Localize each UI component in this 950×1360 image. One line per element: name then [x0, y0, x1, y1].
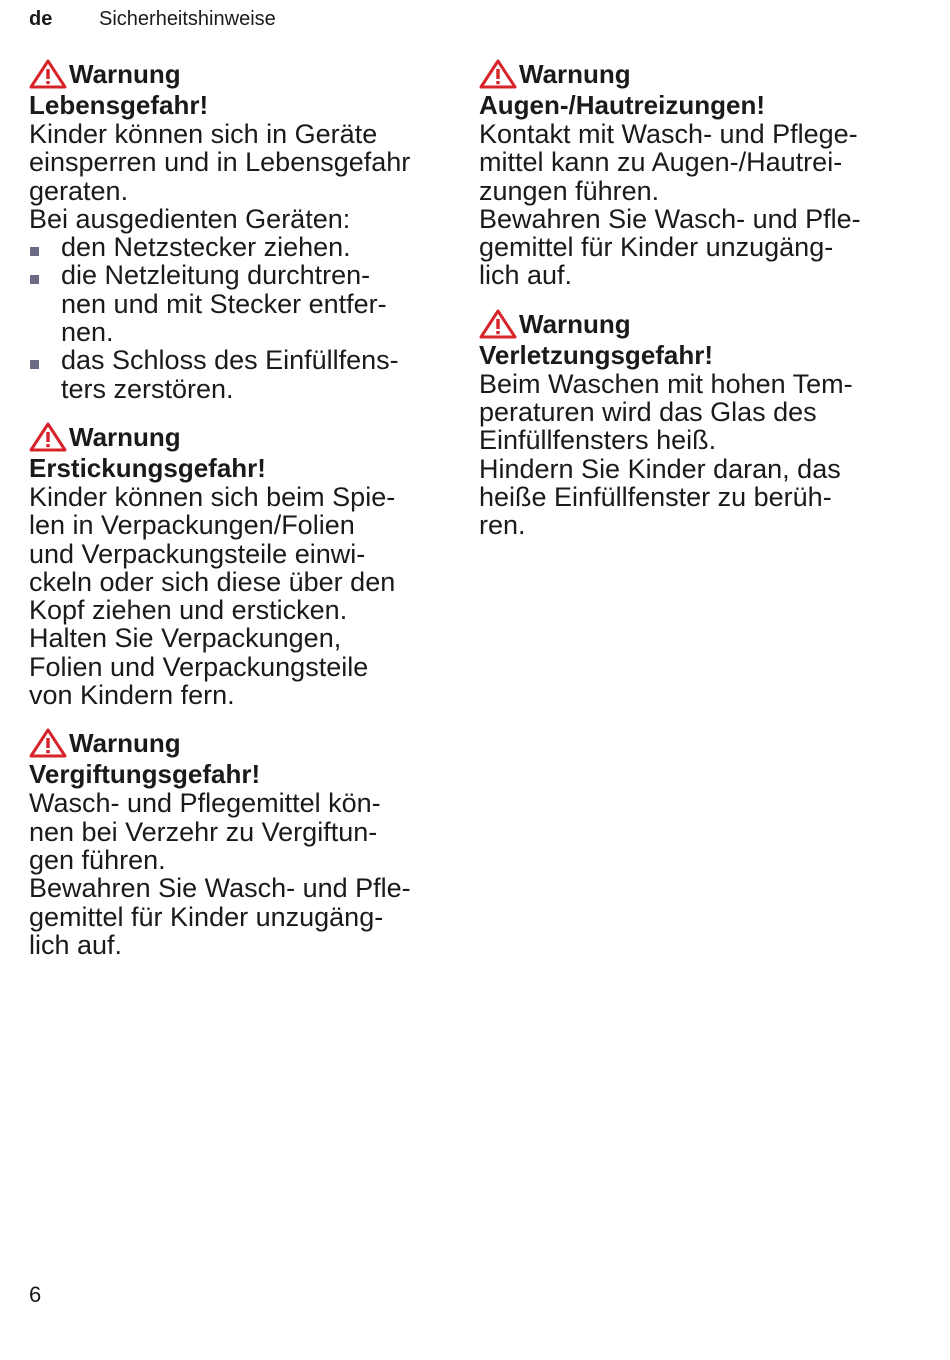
section-title: Sicherheitshinweise	[99, 8, 276, 30]
page-header	[29, 8, 276, 34]
list-item-text	[61, 346, 399, 403]
body-line: len in Verpackungen/Folien	[29, 510, 355, 541]
warning-triangle-icon	[29, 422, 67, 452]
list-item-text	[61, 261, 387, 346]
list-item-line: nen und mit Stecker entfer-	[61, 288, 387, 319]
body-line: Beim Waschen mit hohen Tem-	[479, 368, 853, 399]
warning-label: Warnung	[69, 59, 181, 89]
warning-heading	[29, 727, 444, 759]
list-item-line: das Schloss des Einfüllfens-	[61, 345, 399, 376]
list-item	[29, 233, 444, 261]
list-item	[29, 261, 444, 346]
left-column	[29, 58, 444, 977]
right-column	[479, 58, 899, 558]
body-line: Kinder können sich beim Spie-	[29, 481, 396, 512]
warning-heading	[479, 308, 899, 340]
bullet-square-icon	[29, 261, 61, 289]
hazard-title: Lebensgefahr!	[29, 90, 209, 120]
warning-triangle-icon	[479, 309, 517, 339]
warning-block	[479, 308, 899, 540]
warning-label: Warnung	[69, 421, 181, 452]
hazard-title: Verletzungsgefahr!	[479, 339, 714, 370]
list-item-line: nen.	[61, 317, 114, 348]
warning-heading	[479, 58, 899, 90]
body-line: Kontakt mit Wasch- und Pflege-	[479, 119, 858, 149]
warning-triangle-icon	[479, 59, 517, 89]
body-line: Bei ausgedienten Geräten:	[29, 203, 351, 234]
body-line: gemittel für Kinder unzugäng-	[29, 901, 384, 932]
body-line: Kopf ziehen und ersticken.	[29, 595, 348, 626]
page-number: 6	[29, 1282, 42, 1307]
hazard-title: Erstickungsgefahr!	[29, 452, 266, 483]
warning-block	[29, 58, 444, 403]
body-line: Bewahren Sie Wasch- und Pfle-	[29, 873, 411, 904]
warning-triangle-icon	[29, 59, 67, 89]
body-line: Hindern Sie Kinder daran, das	[479, 453, 841, 484]
body-line: peraturen wird das Glas des	[479, 397, 817, 428]
body-line: zungen führen.	[479, 175, 660, 206]
warning-block	[29, 727, 444, 959]
body-line: geraten.	[29, 175, 129, 206]
warning-block	[29, 421, 444, 709]
bullet-square-icon	[29, 233, 61, 261]
body-line: und Verpackungsteile einwi-	[29, 538, 366, 569]
warning-label: Warnung	[519, 59, 631, 89]
list-item-line: den Netzstecker ziehen.	[61, 232, 351, 263]
body-line: gen führen.	[29, 844, 166, 875]
body-line: einsperren und in Lebensgefahr	[29, 147, 411, 178]
warning-block	[479, 58, 899, 290]
warning-triangle-icon	[29, 728, 67, 758]
list-item	[29, 346, 444, 403]
body-line: mittel kann zu Augen-/Hautrei-	[479, 147, 843, 178]
body-line: Einfüllfensters heiß.	[479, 425, 717, 456]
warning-heading	[29, 421, 444, 453]
body-line: lich auf.	[29, 929, 123, 960]
hazard-title: Augen-/Hautreizungen!	[479, 90, 765, 120]
hazard-title: Vergiftungsgefahr!	[29, 759, 261, 790]
warning-label: Warnung	[519, 308, 631, 339]
body-line: Folien und Verpackungsteile	[29, 651, 369, 682]
bullet-square-icon	[29, 346, 61, 374]
list-item-text	[61, 233, 351, 261]
body-line: nen bei Verzehr zu Vergiftun-	[29, 816, 378, 847]
body-line: Wasch- und Pflegemittel kön-	[29, 788, 381, 819]
list-item-line: ters zerstören.	[61, 373, 234, 404]
language-code: de	[29, 8, 53, 30]
body-line: heiße Einfüllfenster zu berüh-	[479, 481, 832, 512]
body-line: von Kindern fern.	[29, 680, 235, 711]
warning-heading	[29, 58, 444, 90]
body-line: gemittel für Kinder unzugäng-	[479, 232, 834, 263]
body-line: ren.	[479, 510, 526, 541]
body-line: lich auf.	[479, 260, 573, 291]
warning-label: Warnung	[69, 728, 181, 759]
body-line: Bewahren Sie Wasch- und Pfle-	[479, 203, 861, 234]
body-line: Kinder können sich in Geräte	[29, 119, 378, 149]
body-line: ckeln oder sich diese über den	[29, 566, 396, 597]
list-item-line: die Netzleitung durchtren-	[61, 260, 371, 291]
body-line: Halten Sie Verpackungen,	[29, 623, 342, 654]
